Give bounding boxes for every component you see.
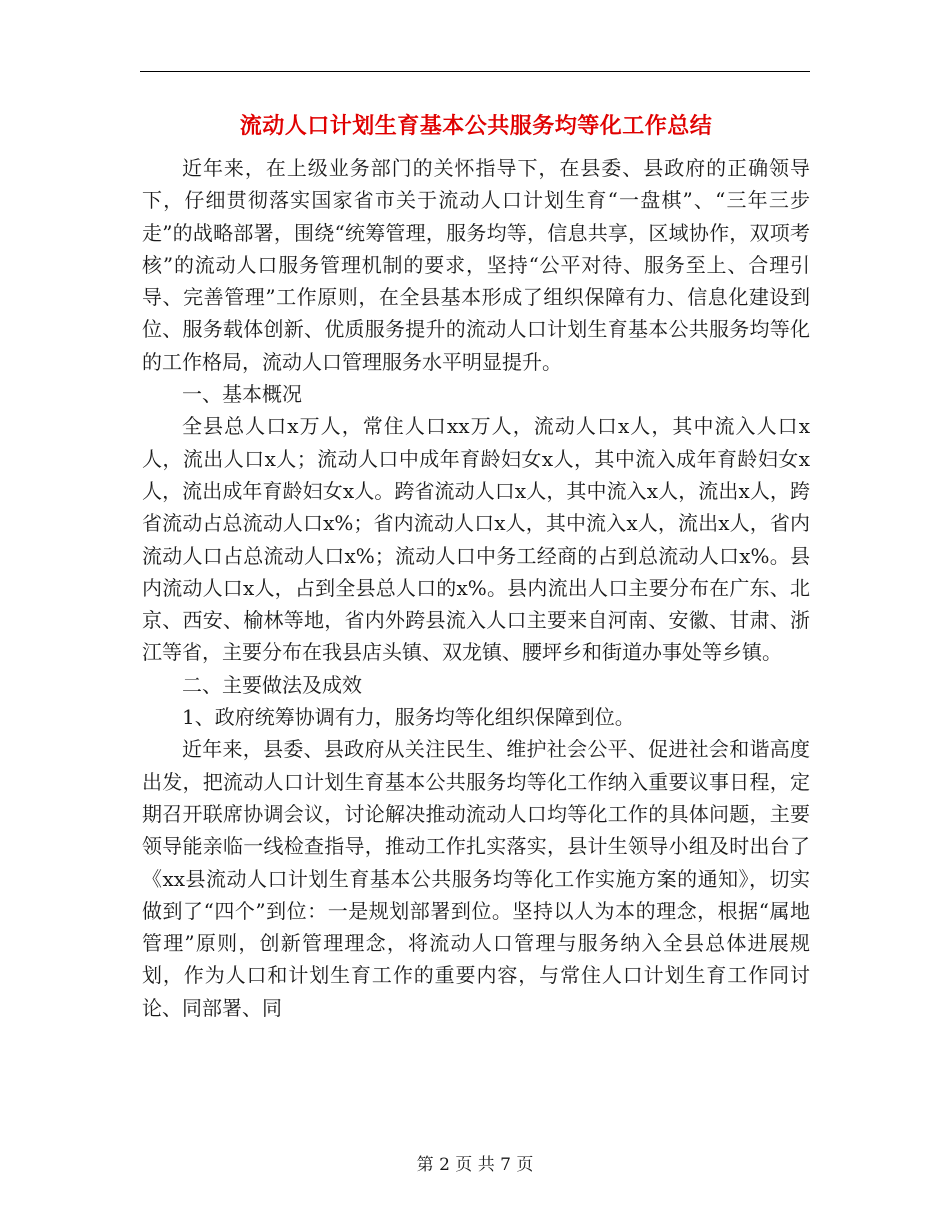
document-title: 流动人口计划生育基本公共服务均等化工作总结 [239,113,713,139]
section-heading-measures: 二、主要做法及成效 [182,672,362,697]
subsection-heading-1: 1、政府统筹协调有力，服务均等化组织保障到位。 [182,705,635,730]
paragraph-overview: 全县总人口x万人，常住人口xx万人，流动人口x人，其中流入人口x人，流出人口x人；流动人口中成年育龄妇女x人，其中流入成年育龄妇女x人，流出成年育龄妇女x人。跨省流动人口x人，其中流入x人，流出x人，跨省流动占总流动人口x%；省内流动人口x人，其中流入x人，流出x人，省内流动人口占总流动人口x%；流动人口中务工经商的占到总流动人口x%。县内流动人口x人，占到全县总人口的x%。县内流出人口主要分布在广东、北京、西安、榆林等地，省内外跨县流入人口主要来自河南、安徽、甘肃、浙江等省，主要分布在我县店头镇、双龙镇、腰坪乡和街道办事处等乡镇。 [142,414,810,665]
page-number: 第 2 页 共 7 页 [416,1155,534,1175]
document-body [142,104,810,1024]
section-heading-overview: 一、基本概况 [182,382,302,407]
paragraph-measures: 近年来，县委、县政府从关注民生、维护社会公平、促进社会和谐高度出发，把流动人口计划生育基本公共服务均等化工作纳入重要议事日程，定期召开联席协调会议，讨论解决推动流动人口均等化工作的具体问题，主要领导能亲临一线检查指导，推动工作扎实落实，县计生领导小组及时出台了《xx县流动人口计划生育基本公共服务均等化工作实施方案的通知》，切实做到了“四个”到位：一是规划部署到位。坚持以人为本的理念，根据“属地管理”原则，创新管理理念，将流动人口管理与服务纳入全县总体进展规划，作为人口和计划生育工作的重要内容，与常住人口计划生育工作同讨论、同部署、同 [142,737,810,1020]
paragraph-intro: 近年来，在上级业务部门的关怀指导下，在县委、县政府的正确领导下，仔细贯彻落实国家省市关于流动人口计划生育“一盘棋”、“三年三步走”的战略部署，围绕“统筹管理，服务均等，信息共享，区域协作，双项考核”的流动人口服务管理机制的要求，坚持“公平对待、服务至上、合理引导、完善管理”工作原则，在全县基本形成了组织保障有力、信息化建设到位、服务载体创新、优质服务提升的流动人口计划生育基本公共服务均等化的工作格局，流动人口管理服务水平明显提升。 [142,156,810,374]
header-rule [140,71,810,72]
